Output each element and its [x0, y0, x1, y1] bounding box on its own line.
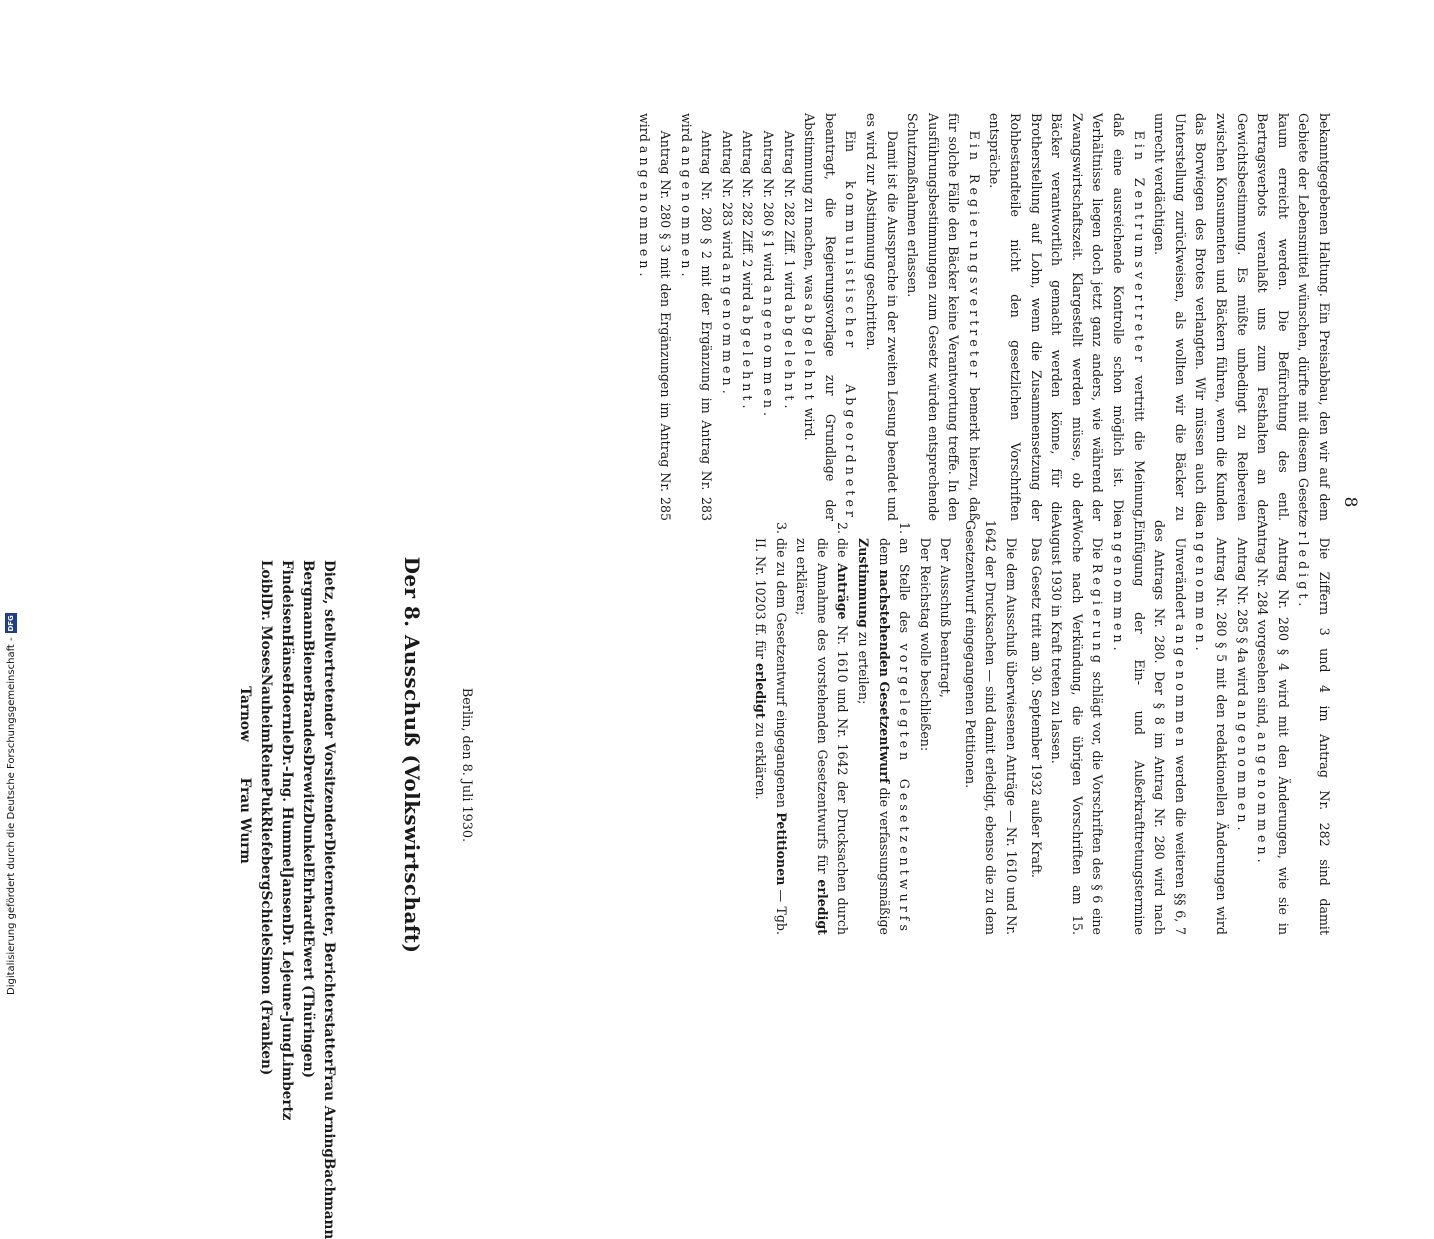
paragraph: Die dem Ausschuß überwiesenen Anträge — Nr. 1610 und Nr. 1642 der Drucksachen — sind damit erledigt, ebenso die zu dem Gesetzentwurf eingegangenen Petitionen.: [962, 520, 1020, 935]
paragraph-text: Ein: [843, 130, 859, 181]
speaker-label: Regierung: [1090, 563, 1106, 667]
emphasis-text: Anträge: [835, 563, 851, 620]
member-name: Puk: [258, 786, 274, 817]
vote-result: abgelehnt.: [740, 304, 756, 413]
paragraph: [902, 113, 984, 521]
member-name: Reine: [258, 742, 274, 787]
emphasis-text: Petitionen: [773, 812, 789, 886]
vote-line: [634, 113, 675, 521]
member-name: Tarnow: [237, 686, 253, 742]
member-name: Bachmann: [321, 1157, 337, 1239]
paragraph-text: die zu dem Gesetzentwurf eingegangenen: [773, 538, 789, 813]
vote-result: abgelehnt.: [781, 304, 797, 413]
paragraph-text: die: [835, 538, 851, 564]
vote-list: [634, 113, 799, 521]
paragraph-text: Die Ziffern 3 und 4 im Antrag Nr. 282 sind damit: [1317, 537, 1332, 935]
member-row: [318, 560, 339, 1239]
member-name: Drewitz: [300, 753, 316, 813]
paragraph: [1107, 520, 1189, 935]
member-name: Simon (Franken): [258, 946, 274, 1076]
member-name: Frau Wurm: [237, 777, 253, 864]
committee-heading: Der 8. Ausschuß (Volkswirtschaft): [400, 556, 424, 954]
recommendation-list: [749, 520, 914, 935]
paragraph-text: Antrag Nr. 280 § 4 wird mit den Änderungen, wie sie in Antrag Nr. 284 vorgesehen sind,: [1255, 520, 1291, 935]
emphasis-text: erledigt: [752, 662, 768, 719]
paragraph-text: Antrag Nr. 282 Ziff. 1 wird: [781, 130, 797, 305]
paragraph-text: an Stelle des: [897, 538, 913, 644]
paragraph-text: Antrag Nr. 285 § 4a wird: [1234, 537, 1250, 700]
member-name: Findeisen: [279, 560, 295, 635]
paragraph-text: werden die weiteren §§ 6, 7 des Antrags Nr. 280. Der § 8 im Antrag Nr. 280 wird nach Einfügung der Ein- und Außerkrafttretungstermine: [1131, 520, 1188, 935]
member-name: Dr. Moses: [258, 598, 274, 674]
member-name: Ewert (Thüringen): [300, 936, 316, 1079]
text-column-second: [749, 520, 1334, 935]
member-name: Biener: [300, 639, 316, 691]
paragraph-text: zu erklären.: [752, 718, 768, 800]
member-name: Ehrhardt: [300, 867, 316, 937]
paragraph-text: Antrag Nr. 280 § 5 mit den redaktionellen Änderungen wird: [1214, 537, 1230, 935]
member-name: Brandes: [300, 690, 316, 754]
paragraph-text: Antrag Nr. 282 Ziff. 2 wird: [740, 130, 756, 305]
paragraph: [1190, 520, 1231, 935]
paragraph-text: Antrag Nr. 280 § 2 mit der Ergänzung im Antrag Nr. 283 wird: [678, 113, 715, 521]
paragraph-text: bemerkt hierzu, daß für solche Fälle den Bäcker keine Verantwortung treffe. In den Ausführungsbestimmungen zum Gesetz würden entsprechende Schutzmaßnahmen erlassen.: [905, 113, 982, 521]
paragraph-text: Unverändert: [1172, 537, 1188, 624]
paragraph-text: zu erklären;: [794, 538, 810, 616]
recommendation-item: [852, 538, 914, 935]
member-name: Dietz, stellvertretender Vorsitzender: [321, 560, 337, 839]
paragraph: [799, 113, 861, 521]
paragraph-text: Nr. 1610 und Nr. 1642 der Drucksachen durch die Annahme des vorstehenden Gesetzentwurfs für: [814, 538, 851, 936]
paragraph-text: beantragt, die Regierungsvorlage zur Grundlage der Abstimmung zu machen, was: [802, 113, 838, 521]
vote-result: angenommen: [1172, 623, 1188, 751]
member-name: Dunkel: [300, 812, 316, 868]
paragraph: [1231, 520, 1252, 935]
recommendation-item: [791, 538, 853, 935]
vote-line: [778, 113, 799, 521]
vote-line: [757, 113, 778, 521]
member-name: Limbertz: [279, 1052, 295, 1121]
vote-result: angenommen.: [637, 145, 653, 281]
vote-result: angenommen.: [1111, 520, 1127, 655]
vote-result: erledigt.: [1296, 520, 1312, 611]
imprint-text-wrapper: [4, 605, 20, 995]
member-name: Nauheim: [258, 673, 274, 743]
emphasis-text: Zustimmung: [855, 538, 871, 628]
paragraph-text: die verfassungsmäßige: [876, 783, 892, 935]
emphasis-text: nachstehenden Gesetzentwurf: [876, 569, 892, 784]
dfg-logo: DFG: [7, 615, 15, 632]
member-name: Riefeberg: [258, 816, 274, 891]
digitization-imprint: [4, 605, 20, 995]
emphasis-text: erledigt: [814, 879, 830, 935]
member-name: Hoernle: [279, 682, 295, 744]
place-date-line: Berlin, den 8. Juli 1930.: [459, 687, 474, 843]
vote-result: angenommen.: [1234, 699, 1250, 835]
vote-result: angenommen.: [1255, 732, 1271, 867]
member-name: Dr. Lejeune-Jung: [279, 923, 295, 1053]
speaker-label: kommunistischer Abgeordneter: [843, 180, 859, 521]
vote-line: [737, 113, 758, 521]
member-name: Hänse: [279, 634, 295, 683]
paragraph: [984, 113, 1149, 521]
vote-result: angenommen.: [760, 285, 776, 421]
paragraph: [1293, 520, 1334, 935]
vote-line: [675, 113, 716, 521]
text-column-first: [634, 113, 1334, 521]
member-name: Frau Arning: [321, 1065, 337, 1158]
paragraph-text: dem: [876, 538, 892, 570]
committee-member-list: [234, 560, 339, 1239]
member-name: Dieternetter, Berichterstatter: [321, 838, 337, 1066]
paragraph-text: schlägt vor, die Vorschriften des § 6 eine Woche nach Verkündung, die übrigen Vorschriften am 15. August 1930 in Kraft treten zu lassen.: [1049, 520, 1106, 935]
member-row: [297, 560, 318, 1079]
member-row: [255, 560, 276, 1076]
member-name: Dr.-Ing. Hummel: [279, 743, 295, 873]
paragraph-text: — Tgb. II. Nr. 10203 ff. für: [752, 538, 789, 935]
paragraph-text: zu erteilen;: [855, 627, 871, 705]
vote-line: [716, 113, 737, 521]
paragraph: bekanntgegebenen Haltung. Ein Preisabbau, den wir auf dem Gebiete der Lebensmittel wünschen, dürfte mit diesem Gesetz kaum erreicht werden. Die Befürchtung des entl. Bertragsverbots veranlaßt uns zum Festhalten an der Gewichtsbestimmung. Es müßte unbedingt zu Reibereien zwischen Konsumenten und Bäckern führen, wenn die Kunden das Borwiegen des Brotes verlangten. Wir müssen auch die Unterstellung zurückweisen, als wollten wir die Bäcker zu unrecht verdächtigen.: [1152, 113, 1332, 521]
paragraph: Der Reichstag wolle beschließen:: [917, 537, 933, 752]
imprint-text: Digitalisierung gefördert durch die Deutsche Forschungsgemeinschaft -: [6, 637, 17, 995]
paragraph: Der Ausschuß beantragt,: [938, 537, 954, 698]
member-name: Schiele: [258, 890, 274, 947]
paragraph-text: vertritt die Meinung, daß eine ausreichende Kontrolle schon möglich ist. Die Verhältnisse liegen doch jetzt ganz anders, wie während der Zwangswirtschaftszeit. Klargestellt werden müsse, ob der Bäcker verantwortlich gemacht werden könne, für die Brotherstellung auf Lohn, wenn die Zusammensetzung der Rohbestandteile nicht den gesetzlichen Vorschriften entspräche.: [987, 113, 1147, 521]
paragraph-text: wird.: [802, 403, 818, 441]
paragraph: [1046, 520, 1108, 935]
speaker-label: Ein Zentrumsvertreter: [1131, 130, 1147, 366]
member-name: Bergmann: [300, 560, 316, 640]
paragraph-text: Antrag Nr. 280 § 1 wird: [760, 130, 776, 286]
speaker-label: Ein Regierungsvertreter: [966, 130, 982, 382]
paragraph: Damit ist die Aussprache in der zweiten Lesung beendet und es wird zur Abstimmung geschritten.: [863, 113, 900, 521]
vote-result: angenommen.: [678, 145, 694, 281]
vote-result: abgelehnt: [802, 303, 818, 404]
member-name: Loibl: [258, 560, 274, 599]
paragraph-text: Antrag Nr. 283 wird: [719, 130, 735, 264]
vote-result: angenommen.: [719, 263, 735, 398]
vote-result: angenommen.: [1193, 520, 1209, 655]
paragraph-text: Die: [1090, 537, 1106, 564]
emphasis-text: vorgelegten Gesetzentwurfs: [897, 643, 913, 935]
member-name: Jansen: [279, 872, 295, 924]
member-row: [276, 560, 297, 1121]
member-row: [234, 560, 255, 990]
page-number: 8: [1340, 496, 1360, 508]
paragraph: Das Gesetz tritt am 30. September 1932 außer Kraft.: [1028, 537, 1044, 878]
paragraph-text: Antrag Nr. 280 § 3 mit den Ergänzungen im Antrag Nr. 285 wird: [637, 113, 673, 521]
paragraph: [1252, 520, 1293, 935]
recommendation-item: [749, 538, 790, 935]
